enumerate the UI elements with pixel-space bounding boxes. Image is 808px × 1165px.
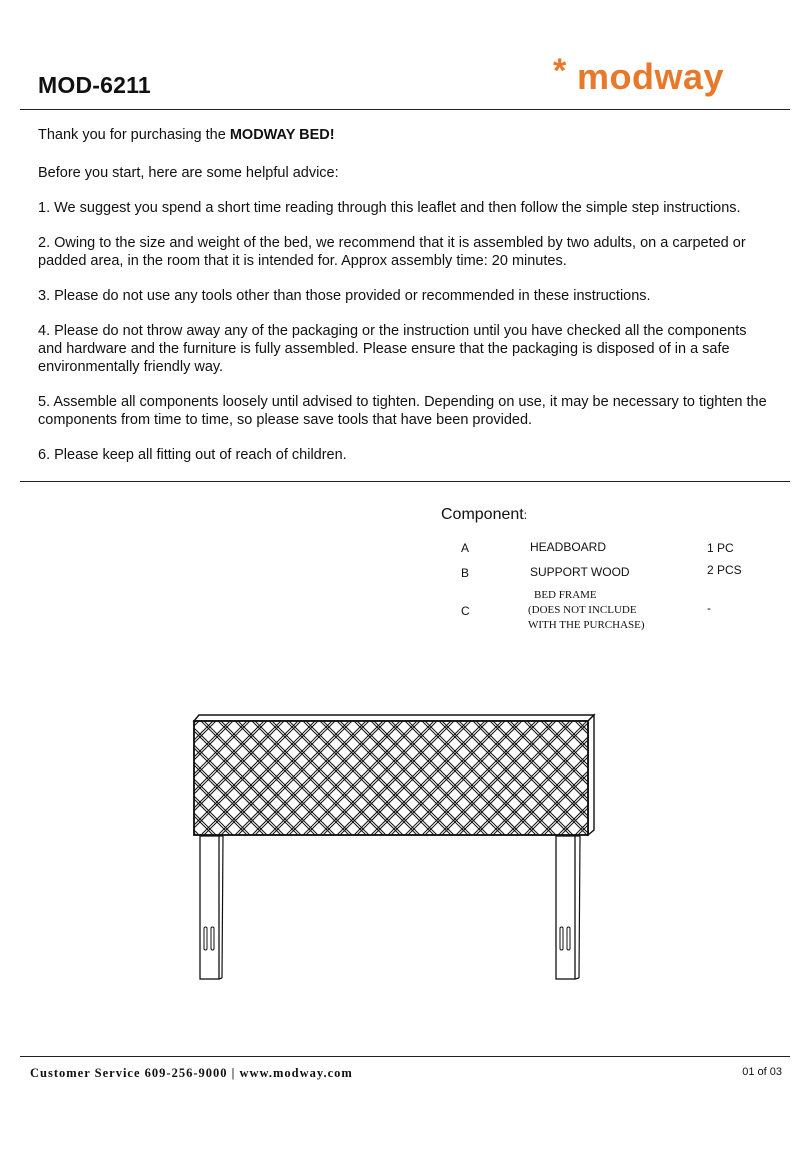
advice-item-4: 4. Please do not throw away any of the packaging or the instruction until you have checked all the components and hardware and the furniture is fully assembled. Please ensure that the packaging is disposed of in a safe environmentally friendly way. <box>38 323 747 375</box>
advice-lead: Before you start, here are some helpful advice: <box>38 165 339 181</box>
advice-item-2: 2. Owing to the size and weight of the bed, we recommend that it is assembled by two adults, on a carpeted or padded area, in the room that it is intended for. Approx assembly time: 20 minutes. <box>38 235 746 269</box>
component-id-a: A <box>461 541 470 555</box>
quilt-stitch <box>595 721 598 835</box>
component-name-c <box>528 588 645 633</box>
quilt-stitch <box>595 721 598 835</box>
intro-product: MODWAY BED! <box>229 127 335 143</box>
headboard-drawing <box>188 710 598 985</box>
intro-line <box>38 127 335 143</box>
logo-wordmark: modway <box>577 56 725 97</box>
footer-divider <box>20 1056 790 1057</box>
headboard-illustration <box>188 710 598 985</box>
page-number: 01 of 03 <box>742 1066 782 1078</box>
component-name-b: SUPPORT WOOD <box>530 565 630 579</box>
headboard-side-edge <box>588 715 594 835</box>
left-leg <box>200 836 219 979</box>
component-name-c-line-1: BED FRAME <box>534 589 597 601</box>
component-qty-c: - <box>707 601 711 615</box>
logo-asterisk: * <box>553 52 567 90</box>
advice-item-5: 5. Assemble all components loosely until advised to tighten. Depending on use, it may be necessary to tighten the components from time to time, so please save tools that have been provided. <box>38 394 767 428</box>
advice-item-6: 6. Please keep all fitting out of reach of children. <box>38 447 347 463</box>
component-name-c-line-2: (DOES NOT INCLUDE <box>528 604 637 616</box>
advice-item-3: 3. Please do not use any tools other than those provided or recommended in these instructions. <box>38 288 651 304</box>
modway-logo <box>553 52 763 110</box>
modway-logo-mark <box>553 52 763 110</box>
component-title-text: Component <box>441 506 524 523</box>
component-name-a: HEADBOARD <box>530 540 607 554</box>
component-name-c-line-3: WITH THE PURCHASE) <box>528 619 645 631</box>
component-id-c: C <box>461 604 470 618</box>
component-qty-a: 1 PC <box>707 541 734 555</box>
advice-section <box>38 164 768 481</box>
model-number: MOD-6211 <box>38 72 151 98</box>
component-title-colon: : <box>523 508 528 522</box>
headboard-top-edge <box>194 715 594 721</box>
component-id-b: B <box>461 566 470 580</box>
customer-service-contact: Customer Service 609-256-9000 | www.modway.com <box>30 1066 353 1080</box>
component-qty-b: 2 PCS <box>707 563 742 577</box>
header-divider <box>20 109 790 110</box>
component-title <box>441 506 527 524</box>
intro-text: Thank you for purchasing the <box>38 127 230 143</box>
advice-item-1: 1. We suggest you spend a short time reading through this leaflet and then follow the simple step instructions. <box>38 200 741 216</box>
section-divider <box>20 481 790 482</box>
right-leg <box>556 836 575 979</box>
